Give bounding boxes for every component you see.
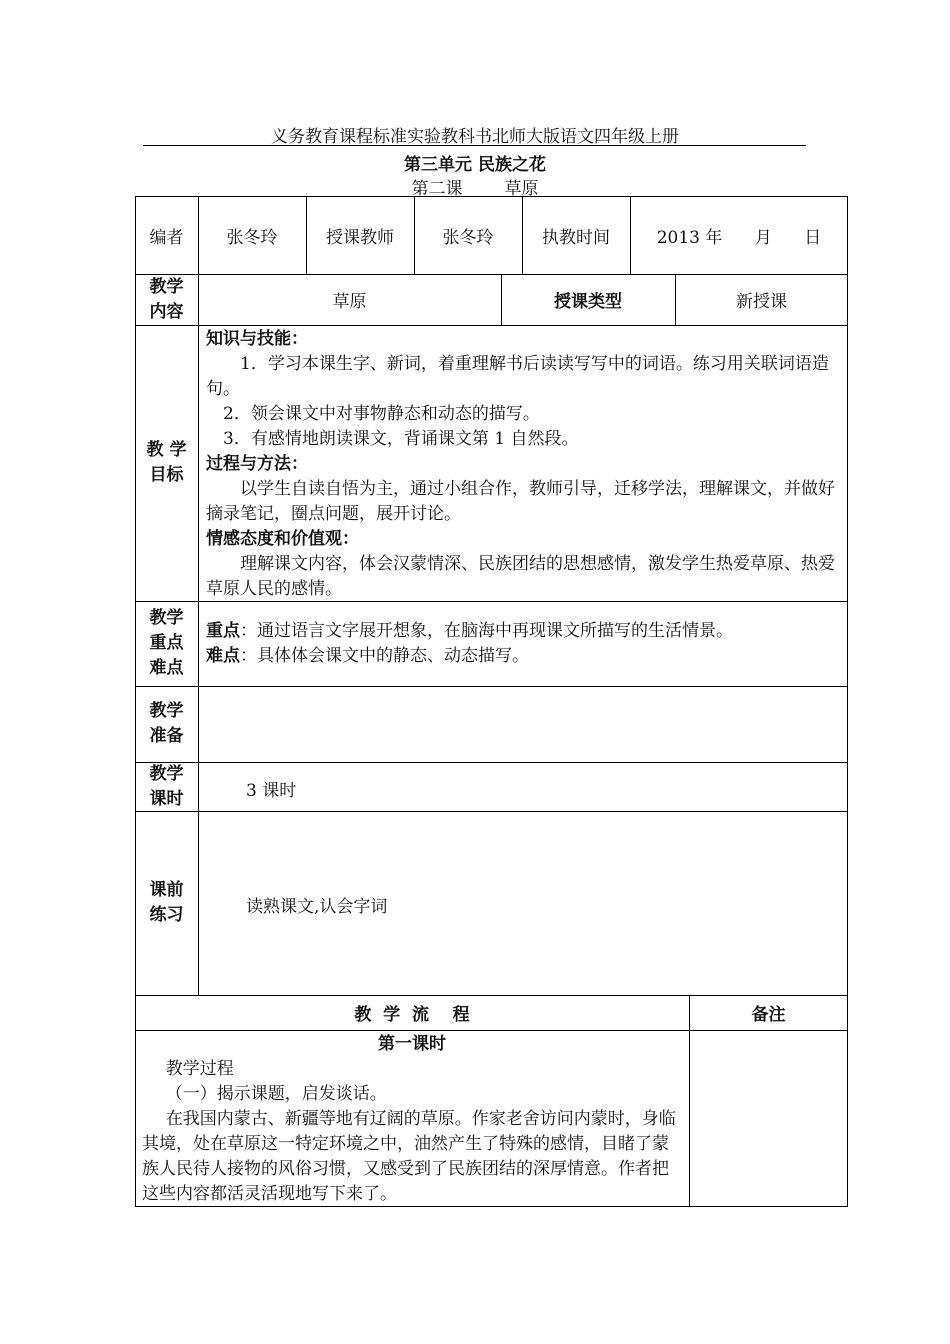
objectives-label: 教 学 目标 (146, 440, 187, 485)
objective-knowledge-2: 2．领会课文中对事物静态和动态的描写。 (223, 404, 540, 424)
teaching-time-value: 2013 年 月 日 (656, 227, 822, 248)
lesson-title: 草原 (504, 179, 539, 199)
author-name: 张冬玲 (226, 227, 278, 248)
notes-content (689, 1030, 848, 1207)
key-point: 重点：通过语言文字展开想象，在脑海中再现课文所描写的生活情景。 (206, 621, 733, 641)
notes-header: 备注 (751, 1005, 786, 1025)
step-1-title: （一）揭示课题，启发谈话。 (165, 1084, 387, 1104)
header-rule (143, 145, 806, 146)
objective-emotion-1: 理解课文内容，体会汉蒙情深、民族团结的思想感情，激发学生热爱草原、热爱草原人民的感情。 (206, 554, 835, 599)
objective-heading-process: 过程与方法： (206, 454, 308, 474)
step-1-body: 在我国内蒙古、新疆等地有辽阔的草原。作家老舍访问内蒙时，身临其境，处在草原这一特定环境之中，油然产生了特殊的感情，目睹了蒙族人民待人接物的风俗习惯，又感受到了民族团结的深厚情意。作者把这些内容都活灵活现地写下来了。 (142, 1109, 676, 1204)
focus-label: 教学 重点 难点 (149, 608, 184, 678)
period-title: 第一课时 (378, 1034, 446, 1054)
flow-header: 教 学 流 程 (354, 1005, 470, 1025)
focus-content (206, 619, 842, 669)
preview-content: 读熟课文,认会字词 (246, 897, 388, 917)
lesson-number: 第二课 (411, 179, 463, 199)
objective-heading-emotion: 情感态度和价值观： (206, 529, 359, 549)
content-label: 教学 内容 (149, 276, 184, 322)
teacher-name: 张冬玲 (442, 227, 494, 248)
objective-knowledge-3: 3．有感情地朗读课文，背诵课文第 1 自然段。 (223, 429, 579, 449)
teacher-label: 授课教师 (326, 227, 394, 248)
class-hours-value: 3 课时 (246, 781, 297, 801)
objective-heading-knowledge: 知识与技能： (206, 329, 308, 349)
flow-content (142, 1032, 682, 1207)
objective-knowledge-1: 1．学习本课生字、新词，着重理解书后读读写写中的词语。练习用关联词语造句。 (206, 354, 829, 399)
unit-title: 第三单元 民族之花 (404, 155, 546, 175)
teaching-time-label: 执教时间 (542, 227, 610, 248)
process-title: 教学过程 (165, 1059, 234, 1079)
content-value: 草原 (332, 292, 367, 312)
objectives-content (206, 327, 842, 602)
class-hours-label: 教学 课时 (149, 763, 184, 809)
difficult-point: 难点：具体体会课文中的静态、动态描写。 (206, 646, 529, 666)
series-title: 义务教育课程标准实验教科书北师大版语文四年级上册 (271, 127, 679, 147)
objective-process-1: 以学生自读自悟为主，通过小组合作，教师引导，迁移学法，理解课文，并做好摘录笔记，圈点问题，展开讨论。 (206, 479, 835, 524)
preparation-label: 教学 准备 (149, 701, 184, 746)
author-label: 编者 (149, 227, 184, 248)
preview-label: 课前 练习 (149, 880, 184, 925)
lesson-type-value: 新授课 (736, 292, 787, 312)
lesson-type-label: 授课类型 (554, 292, 622, 312)
